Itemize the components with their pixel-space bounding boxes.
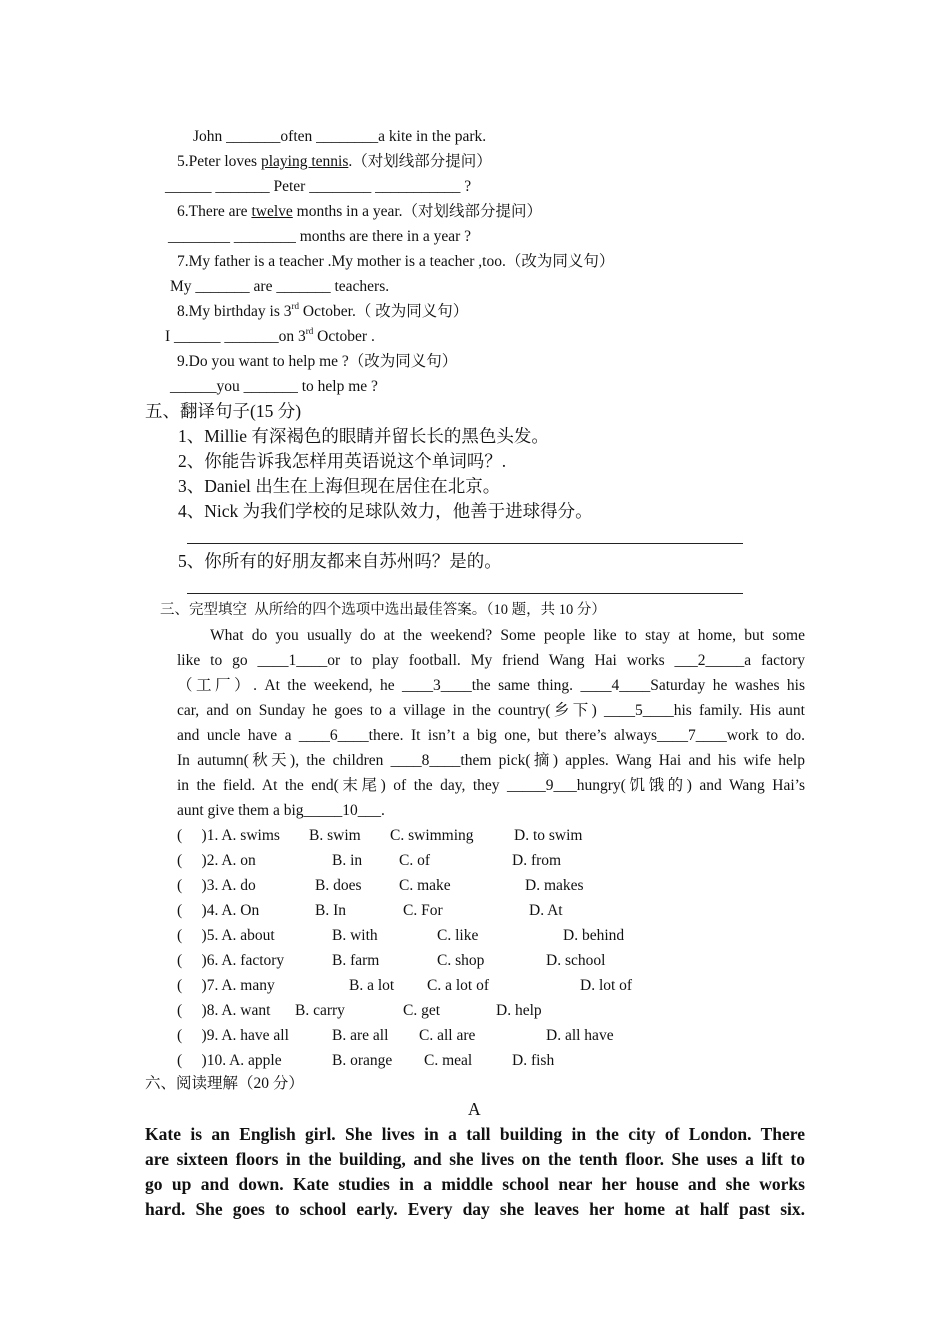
underlined-part: twelve xyxy=(251,203,293,220)
underlined-part: playing tennis xyxy=(260,153,349,170)
option-row-number: ( )4. A. On xyxy=(177,902,260,919)
translate-sentence-3: 3、Daniel 出生在上海但现在居住在北京。 xyxy=(178,476,501,496)
cloze-passage-line: What do you usually do at the weekend? Some people like to stay at home, but some xyxy=(210,627,805,644)
option-d: D. lot of xyxy=(580,977,633,994)
reading-passage-line: go up and down. Kate studies in a middle school near her house and she works xyxy=(145,1174,805,1194)
reading-passage-line: are sixteen floors in the building, and she lives on the tenth floor. She uses a lift to xyxy=(145,1149,805,1169)
cloze-passage-line: and uncle have a ____6____there. It isn’t a big one, but there’s always____7____work to do. xyxy=(177,727,805,744)
option-b: B. carry xyxy=(295,1002,345,1019)
answer-line-6: ________ ________ months are there in a year ? xyxy=(168,228,472,245)
answer-line-8: I ______ _______on 3rd October . xyxy=(165,326,375,345)
question-5: 5.Peter loves playing tennis.（对划线部分提问） xyxy=(177,153,492,170)
option-d: D. behind xyxy=(563,927,625,944)
answer-rule xyxy=(187,543,743,544)
answer-rule xyxy=(187,593,743,594)
option-d: D. At xyxy=(529,902,563,919)
answer-line-7: My _______ are _______ teachers. xyxy=(170,278,390,295)
option-d: D. makes xyxy=(525,877,584,894)
option-b: B. farm xyxy=(332,952,380,969)
option-d: D. school xyxy=(546,952,606,969)
option-c: C. of xyxy=(399,852,430,869)
option-row-number: ( )7. A. many xyxy=(177,977,275,994)
cloze-passage-line: in the field. At the end(末尾) of the day, they _____9___hungry(饥饿的) and Wang Hai’s xyxy=(177,777,805,794)
cloze-passage-line: （工厂）. At the weekend, he ____3____the same thing. ____4____Saturday he washes his xyxy=(177,677,805,694)
translate-sentence-5: 5、你所有的好朋友都来自苏州吗？是的。 xyxy=(178,551,502,571)
option-row-number: ( )9. A. have all xyxy=(177,1027,289,1044)
option-row-number: ( )3. A. do xyxy=(177,877,256,894)
option-row-number: ( )1. A. swims xyxy=(177,827,280,844)
answer-line-9: ______you _______ to help me ? xyxy=(170,378,378,395)
option-b: B. in xyxy=(332,852,363,869)
option-d: D. from xyxy=(512,852,562,869)
option-b: B. swim xyxy=(309,827,361,844)
translate-sentence-1: 1、Millie 有深褐色的眼睛并留长长的黑色头发。 xyxy=(178,426,549,446)
translate-heading: 五、翻译句子(15 分) xyxy=(145,401,302,421)
cloze-passage-line: car, and on Sunday he goes to a village in the country(乡下) ____5____his family. His aunt xyxy=(177,702,805,719)
option-b: B. are all xyxy=(332,1027,389,1044)
option-b: B. does xyxy=(315,877,362,894)
question-6: 6.There are twelve months in a year.（对划线部分提问） xyxy=(177,203,543,220)
option-c: C. make xyxy=(399,877,451,894)
option-c: C. get xyxy=(403,1002,441,1019)
option-b: B. a lot xyxy=(349,977,395,994)
question-8: 8.My birthday is 3rd October.（ 改为同义句） xyxy=(177,301,469,320)
option-row-number: ( )8. A. want xyxy=(177,1002,271,1019)
option-d: D. help xyxy=(496,1002,542,1019)
option-c: C. meal xyxy=(424,1052,473,1069)
passage-title: A xyxy=(468,1099,481,1119)
question-9: 9.Do you want to help me ?（改为同义句） xyxy=(177,353,458,370)
option-d: D. all have xyxy=(546,1027,614,1044)
option-c: C. like xyxy=(437,927,479,944)
cloze-passage-line: like to go ____1____or to play football. My friend Wang Hai works ___2_____a factory xyxy=(177,652,805,669)
translate-sentence-2: 2、你能告诉我怎样用英语说这个单词吗？. xyxy=(178,451,507,471)
option-b: B. orange xyxy=(332,1052,393,1069)
option-b: B. In xyxy=(315,902,346,919)
option-c: C. swimming xyxy=(390,827,474,844)
option-c: C. all are xyxy=(419,1027,476,1044)
option-b: B. with xyxy=(332,927,378,944)
option-c: C. shop xyxy=(437,952,485,969)
reading-passage-line: hard. She goes to school early. Every day she leaves her home at half past six. xyxy=(145,1199,805,1219)
option-row-number: ( )5. A. about xyxy=(177,927,275,944)
cloze-passage-line: aunt give them a big_____10___. xyxy=(177,802,385,819)
option-c: C. a lot of xyxy=(427,977,489,994)
reading-heading: 六、阅读理解（20 分） xyxy=(145,1075,304,1092)
option-d: D. to swim xyxy=(514,827,583,844)
rewrite-line-4: John _______often ________a kite in the park. xyxy=(193,128,487,145)
cloze-passage-line: In autumn(秋天), the children ____8____them pick(摘) apples. Wang Hai and his wife help xyxy=(177,752,805,769)
question-7: 7.My father is a teacher .My mother is a teacher ,too.（改为同义句） xyxy=(177,253,615,270)
option-row-number: ( )2. A. on xyxy=(177,852,256,869)
option-c: C. For xyxy=(403,902,443,919)
option-d: D. fish xyxy=(512,1052,555,1069)
option-row-number: ( )6. A. factory xyxy=(177,952,285,969)
cloze-heading: 三、完型填空 从所给的四个选项中选出最佳答案。（10 题，共 10 分） xyxy=(160,602,606,618)
translate-sentence-4: 4、Nick 为我们学校的足球队效力，他善于进球得分。 xyxy=(178,501,593,521)
reading-passage-line: Kate is an English girl. She lives in a tall building in the city of London. There xyxy=(145,1124,805,1144)
answer-line-5: ______ _______ Peter ________ ___________ ? xyxy=(165,178,472,195)
option-row-number: ( )10. A. apple xyxy=(177,1052,282,1069)
